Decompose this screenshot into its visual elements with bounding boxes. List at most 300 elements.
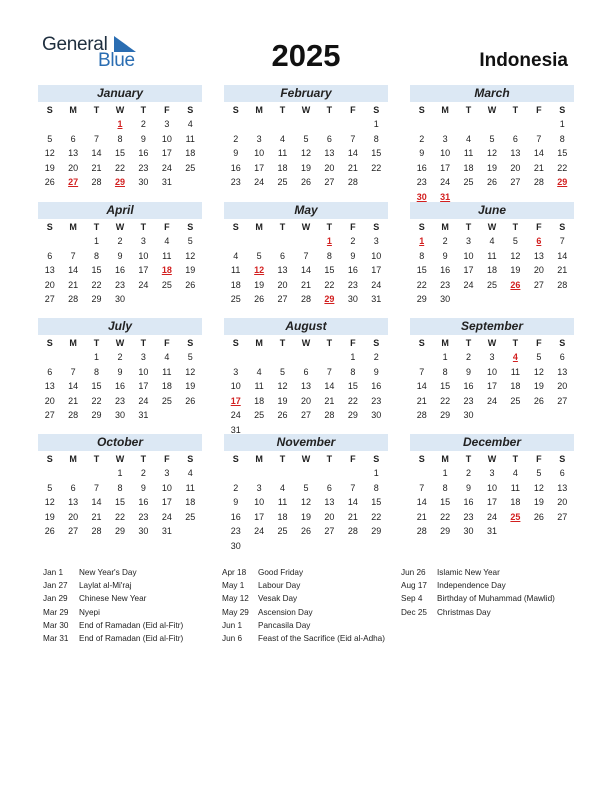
day-cell (247, 539, 270, 554)
day-cell: 16 (230, 511, 241, 522)
logo-text-general: General (42, 34, 108, 55)
day-cell (527, 408, 550, 423)
day-cell: 15 (440, 497, 451, 507)
week-row (410, 175, 574, 190)
day-cell: 5 (187, 352, 193, 362)
day-cell (551, 408, 574, 423)
holiday-day-cell: 25 (510, 511, 521, 522)
day-cell: 22 (371, 162, 382, 173)
day-cell: 25 (277, 177, 288, 187)
week-row (224, 234, 388, 249)
day-cell: 23 (138, 511, 149, 522)
day-cell: 15 (416, 265, 427, 275)
holiday-name: Feast of the Sacrifice (Eid al-Adha) (258, 633, 385, 643)
weekday-label: T (93, 222, 100, 232)
day-cell: 14 (416, 381, 427, 391)
day-cell: 29 (440, 526, 451, 536)
week-row (224, 132, 388, 147)
day-cell: 31 (138, 410, 149, 420)
weekday-label: W (487, 338, 497, 348)
day-cell: 30 (347, 294, 358, 304)
month-name: February (224, 85, 388, 102)
day-cell: 18 (463, 162, 474, 173)
holiday-date: Mar 29 (43, 607, 69, 617)
weekday-label: S (559, 222, 566, 232)
day-cell: 15 (371, 148, 382, 158)
week-row (224, 539, 388, 554)
day-cell: 13 (557, 482, 568, 493)
weekday-header (410, 452, 574, 466)
weekday-label: T (140, 105, 147, 115)
holiday-day-cell: 4 (512, 352, 518, 362)
day-cell: 8 (117, 482, 123, 493)
holiday-name: Chinese New Year (79, 594, 147, 604)
day-cell: 11 (510, 366, 521, 377)
day-cell: 11 (510, 482, 521, 493)
weekday-label: T (326, 338, 333, 348)
day-cell: 10 (161, 482, 172, 493)
day-cell: 8 (94, 366, 100, 377)
day-cell: 19 (185, 265, 196, 275)
week-row (410, 146, 574, 161)
week-row (38, 292, 202, 307)
day-cell (247, 234, 270, 249)
month-name: April (38, 202, 202, 219)
day-cell: 9 (233, 148, 239, 158)
day-cell: 26 (486, 177, 497, 187)
weekday-label: M (441, 222, 449, 232)
day-cell: 19 (486, 162, 497, 173)
day-cell: 6 (326, 133, 332, 144)
day-cell: 30 (138, 526, 149, 536)
holiday-name: Vesak Day (258, 594, 298, 604)
weekday-label: T (512, 338, 519, 348)
day-cell: 4 (466, 133, 472, 144)
day-cell: 27 (277, 294, 288, 304)
day-cell: 20 (324, 162, 335, 173)
day-cell: 4 (187, 119, 193, 129)
weekday-label: S (46, 338, 53, 348)
holiday-item (43, 632, 183, 645)
month-september (410, 318, 574, 423)
holiday-date: Jan 1 (43, 568, 64, 577)
holiday-name: Christmas Day (437, 607, 491, 617)
day-cell: 15 (114, 497, 125, 507)
day-cell (38, 466, 61, 481)
day-cell: 30 (463, 526, 474, 536)
day-cell: 13 (557, 366, 568, 377)
day-cell: 22 (324, 279, 335, 290)
weekday-label: W (487, 222, 497, 232)
day-cell (224, 117, 247, 132)
day-cell: 14 (533, 148, 544, 158)
day-cell: 18 (230, 279, 241, 290)
day-cell: 24 (138, 279, 149, 290)
day-cell (61, 117, 84, 132)
day-cell: 23 (463, 395, 474, 406)
holiday-column (43, 566, 183, 645)
day-cell (551, 292, 574, 307)
day-cell: 21 (91, 162, 102, 173)
day-cell: 12 (44, 497, 55, 507)
day-cell (294, 539, 317, 554)
day-cell: 17 (371, 265, 382, 275)
day-cell: 19 (277, 395, 288, 406)
day-cell: 11 (463, 148, 474, 158)
weekday-header (38, 103, 202, 117)
day-cell: 2 (117, 236, 123, 246)
day-cell: 29 (440, 410, 451, 420)
day-cell: 24 (371, 279, 382, 290)
month-november (224, 434, 388, 553)
holiday-item (222, 592, 385, 605)
day-cell: 23 (114, 395, 125, 406)
weekday-label: T (326, 105, 333, 115)
weekday-header (38, 336, 202, 350)
weekday-label: T (465, 454, 472, 464)
holiday-day-cell: 27 (68, 177, 79, 187)
weekday-label: T (512, 222, 519, 232)
day-cell: 12 (510, 250, 521, 261)
day-cell: 1 (559, 119, 565, 129)
week-row (410, 161, 574, 176)
holiday-name: Labour Day (258, 581, 301, 591)
week-row (410, 524, 574, 539)
day-cell: 24 (440, 177, 451, 187)
day-cell: 8 (559, 133, 565, 144)
day-cell: 27 (68, 526, 79, 536)
day-cell: 3 (489, 468, 495, 478)
day-cell: 11 (277, 148, 288, 158)
day-cell: 14 (416, 497, 427, 507)
weekday-label: T (279, 338, 286, 348)
holiday-name: Islamic New Year (437, 568, 500, 577)
day-cell: 4 (280, 482, 286, 493)
holiday-name: Nyepi (79, 607, 100, 617)
day-cell: 29 (114, 526, 125, 536)
day-cell (247, 466, 270, 481)
holiday-date: May 1 (222, 581, 245, 591)
day-cell (341, 466, 364, 481)
month-name: January (38, 85, 202, 102)
day-cell: 21 (533, 162, 544, 173)
holiday-column (401, 566, 555, 619)
day-cell: 13 (44, 381, 55, 391)
week-row (410, 292, 574, 307)
day-cell: 23 (347, 279, 358, 290)
week-row (38, 524, 202, 539)
month-may (224, 202, 388, 307)
day-cell (527, 524, 550, 539)
week-row (224, 408, 388, 423)
day-cell: 24 (486, 511, 497, 522)
day-cell: 1 (373, 468, 379, 478)
day-cell: 20 (300, 395, 311, 406)
day-cell (318, 117, 341, 132)
day-cell: 15 (371, 497, 382, 507)
day-cell: 4 (489, 236, 495, 246)
week-row (224, 495, 388, 510)
day-cell: 5 (303, 133, 309, 144)
day-cell: 29 (371, 526, 382, 536)
day-cell: 9 (117, 250, 123, 261)
weekday-label: M (69, 454, 77, 464)
holiday-day-cell: 29 (114, 177, 125, 187)
weekday-label: W (487, 454, 497, 464)
day-cell: 31 (486, 526, 497, 536)
day-cell: 3 (442, 133, 448, 144)
day-cell: 3 (489, 352, 495, 362)
day-cell (61, 350, 84, 365)
holiday-date: Mar 31 (43, 633, 69, 643)
day-cell: 7 (303, 250, 309, 261)
day-cell: 26 (44, 526, 55, 536)
day-cell: 25 (463, 177, 474, 187)
week-row (410, 394, 574, 409)
day-cell: 17 (486, 497, 497, 507)
day-cell: 28 (347, 177, 358, 187)
holiday-date: Jun 26 (401, 568, 426, 577)
day-cell: 19 (300, 511, 311, 522)
day-cell (85, 466, 108, 481)
day-cell: 10 (486, 366, 497, 377)
day-cell: 27 (324, 526, 335, 536)
day-cell (294, 466, 317, 481)
day-cell: 23 (114, 279, 125, 290)
day-cell: 5 (187, 236, 193, 246)
day-cell: 17 (254, 162, 265, 173)
day-cell: 13 (324, 497, 335, 507)
week-row (410, 379, 574, 394)
day-cell: 22 (440, 511, 451, 522)
day-cell: 16 (371, 381, 382, 391)
holiday-item (222, 632, 385, 645)
week-row (224, 466, 388, 481)
holiday-day-cell: 1 (326, 236, 332, 246)
holiday-day-cell: 6 (536, 236, 542, 246)
day-cell (433, 117, 456, 132)
weekday-header (224, 103, 388, 117)
day-cell: 12 (277, 381, 288, 391)
weekday-label: M (255, 338, 263, 348)
weekday-label: F (164, 338, 170, 348)
day-cell: 22 (114, 511, 125, 522)
day-cell (247, 350, 270, 365)
day-cell: 29 (347, 410, 358, 420)
day-cell (155, 408, 178, 423)
day-cell: 6 (559, 468, 565, 478)
holiday-date: Dec 25 (401, 607, 427, 617)
day-cell (504, 408, 527, 423)
day-cell: 20 (68, 162, 79, 173)
year-title: 2025 (271, 38, 341, 73)
weekday-label: F (350, 338, 356, 348)
day-cell: 8 (442, 366, 448, 377)
weekday-label: W (115, 338, 125, 348)
day-cell: 13 (44, 265, 55, 275)
day-cell: 7 (419, 482, 425, 493)
weekday-label: T (465, 105, 472, 115)
weekday-label: T (279, 105, 286, 115)
day-cell: 29 (91, 410, 102, 420)
day-cell: 11 (162, 250, 172, 261)
day-cell: 15 (324, 265, 335, 275)
day-cell: 9 (233, 497, 239, 507)
day-cell: 2 (233, 482, 239, 493)
weekday-label: F (350, 222, 356, 232)
day-cell (294, 234, 317, 249)
day-cell: 11 (254, 381, 264, 391)
month-june (410, 202, 574, 307)
day-cell: 14 (347, 497, 358, 507)
holiday-date: Sep 4 (401, 594, 423, 604)
holiday-item (43, 592, 183, 605)
day-cell: 19 (44, 511, 55, 522)
day-cell (551, 524, 574, 539)
day-cell: 11 (231, 265, 241, 275)
week-row (410, 249, 574, 264)
day-cell: 2 (419, 133, 425, 144)
weekday-label: M (255, 222, 263, 232)
weekday-label: T (512, 105, 519, 115)
day-cell: 11 (277, 497, 288, 507)
day-cell: 13 (68, 148, 79, 158)
day-cell: 28 (68, 294, 79, 304)
day-cell: 20 (557, 381, 568, 391)
day-cell: 13 (68, 497, 79, 507)
holiday-date: Jan 29 (43, 594, 68, 604)
day-cell: 21 (68, 279, 79, 290)
day-cell: 18 (510, 497, 521, 507)
weekday-label: S (418, 105, 425, 115)
day-cell: 21 (347, 162, 358, 173)
month-name: July (38, 318, 202, 335)
week-row (38, 146, 202, 161)
weekday-label: F (536, 454, 542, 464)
holiday-item (222, 619, 385, 632)
day-cell: 27 (557, 511, 568, 522)
day-cell: 12 (533, 482, 544, 493)
day-cell: 3 (373, 236, 379, 246)
weekday-header (410, 336, 574, 350)
weekday-label: S (559, 105, 566, 115)
holiday-day-cell: 18 (161, 265, 172, 275)
week-row (224, 263, 388, 278)
week-row (38, 175, 202, 190)
day-cell (457, 292, 480, 307)
day-cell: 9 (442, 250, 448, 261)
holiday-name: Laylat al-Mi'raj (79, 581, 132, 591)
day-cell: 12 (300, 148, 311, 158)
day-cell: 15 (91, 265, 102, 275)
holiday-item (401, 592, 555, 605)
month-march (410, 85, 574, 204)
day-cell: 30 (114, 410, 125, 420)
weekday-label: F (164, 105, 170, 115)
week-row (38, 249, 202, 264)
day-cell: 17 (440, 162, 451, 173)
weekday-label: S (373, 105, 380, 115)
day-cell: 23 (371, 395, 382, 406)
day-cell: 5 (489, 133, 495, 144)
day-cell: 28 (347, 526, 358, 536)
month-name: August (224, 318, 388, 335)
day-cell: 6 (70, 133, 76, 144)
day-cell: 9 (117, 366, 123, 377)
day-cell: 11 (162, 366, 172, 377)
week-row (410, 408, 574, 423)
day-cell: 15 (347, 381, 358, 391)
weekday-label: T (279, 454, 286, 464)
week-row (38, 408, 202, 423)
day-cell: 17 (486, 381, 497, 391)
day-cell: 20 (44, 279, 55, 290)
weekday-label: T (326, 454, 333, 464)
holiday-item (222, 566, 385, 579)
day-cell: 9 (140, 482, 146, 493)
week-row (224, 249, 388, 264)
day-cell: 24 (138, 395, 149, 406)
day-cell (410, 466, 433, 481)
month-name: May (224, 202, 388, 219)
week-row (38, 481, 202, 496)
day-cell: 18 (185, 497, 196, 507)
holiday-name: Birthday of Muhammad (Mawlid) (437, 594, 555, 604)
day-cell: 8 (442, 482, 448, 493)
day-cell: 20 (324, 511, 335, 522)
day-cell: 1 (94, 236, 100, 246)
day-cell (38, 350, 61, 365)
week-row (224, 379, 388, 394)
holiday-date: Jun 6 (222, 633, 243, 643)
day-cell (38, 234, 61, 249)
day-cell (341, 539, 364, 554)
day-cell (365, 539, 388, 554)
day-cell: 12 (486, 148, 497, 158)
day-cell (527, 117, 550, 132)
day-cell (504, 117, 527, 132)
weekday-label: M (69, 105, 77, 115)
holiday-name: End of Ramadan (Eid al-Fitr) (79, 633, 184, 643)
day-cell: 1 (442, 468, 448, 478)
holiday-item (43, 606, 183, 619)
week-row (224, 292, 388, 307)
holiday-item (401, 579, 555, 592)
day-cell (365, 175, 388, 190)
weekday-label: T (279, 222, 286, 232)
day-cell: 14 (91, 148, 102, 158)
day-cell: 2 (466, 468, 472, 478)
day-cell (38, 117, 61, 132)
day-cell: 27 (300, 410, 311, 420)
day-cell: 24 (254, 177, 265, 187)
month-february (224, 85, 388, 190)
day-cell: 27 (510, 177, 521, 187)
day-cell: 4 (512, 468, 518, 478)
week-row (224, 161, 388, 176)
day-cell: 25 (185, 162, 196, 173)
day-cell: 2 (466, 352, 472, 362)
day-cell: 21 (68, 395, 79, 406)
day-cell: 29 (416, 294, 427, 304)
holiday-item (401, 566, 555, 579)
day-cell: 18 (254, 395, 265, 406)
day-cell: 5 (536, 352, 542, 362)
day-cell: 31 (161, 177, 172, 187)
day-cell: 6 (512, 133, 518, 144)
day-cell (271, 539, 294, 554)
day-cell (410, 117, 433, 132)
